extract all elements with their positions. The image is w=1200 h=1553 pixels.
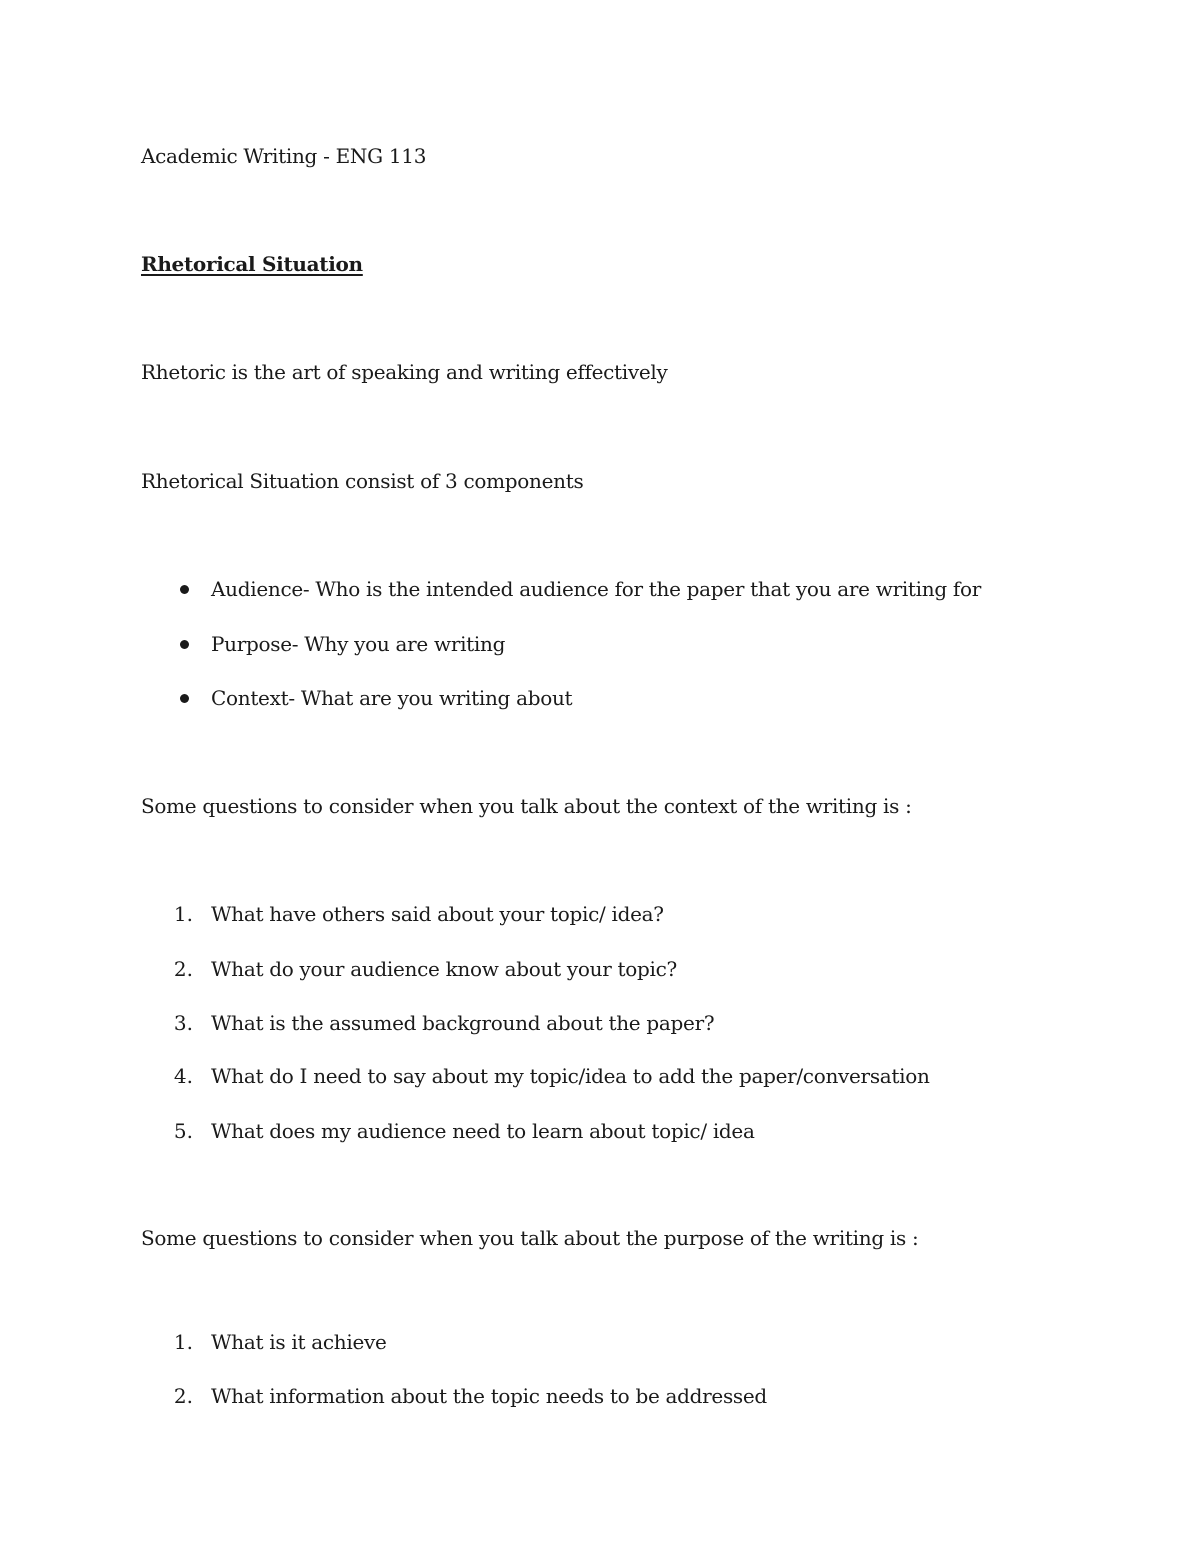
bullet-icon [180, 694, 189, 703]
list-number: 2. [173, 957, 193, 981]
purpose-question-text: What information about the topic needs to be addressed [211, 1384, 767, 1408]
list-number: 3. [173, 1011, 193, 1035]
list-number: 1. [173, 1330, 193, 1354]
component-audience: Audience- Who is the intended audience for the paper that you are writing for [211, 577, 982, 601]
component-context: Context- What are you writing about [211, 686, 573, 710]
section-heading: Rhetorical Situation [141, 252, 363, 276]
bullet-icon [180, 585, 189, 594]
context-intro: Some questions to consider when you talk about the context of the writing is : [141, 794, 912, 818]
purpose-intro: Some questions to consider when you talk about the purpose of the writing is : [141, 1226, 919, 1250]
definition-paragraph: Rhetoric is the art of speaking and writing effectively [141, 360, 668, 384]
list-number: 4. [173, 1064, 193, 1088]
list-number: 2. [173, 1384, 193, 1408]
list-number: 5. [173, 1119, 193, 1143]
list-number: 1. [173, 902, 193, 926]
purpose-question-text: What is it achieve [211, 1330, 387, 1354]
component-purpose: Purpose- Why you are writing [211, 632, 506, 656]
context-question-text: What does my audience need to learn about topic/ idea [211, 1119, 755, 1143]
context-question-text: What is the assumed background about the paper? [211, 1011, 715, 1035]
components-intro: Rhetorical Situation consist of 3 components [141, 469, 584, 493]
context-question-text: What have others said about your topic/ idea? [211, 902, 664, 926]
context-question-text: What do your audience know about your topic? [211, 957, 677, 981]
bullet-icon [180, 640, 189, 649]
context-question-text: What do I need to say about my topic/idea to add the paper/conversation [211, 1064, 930, 1088]
course-title: Academic Writing - ENG 113 [141, 144, 427, 168]
